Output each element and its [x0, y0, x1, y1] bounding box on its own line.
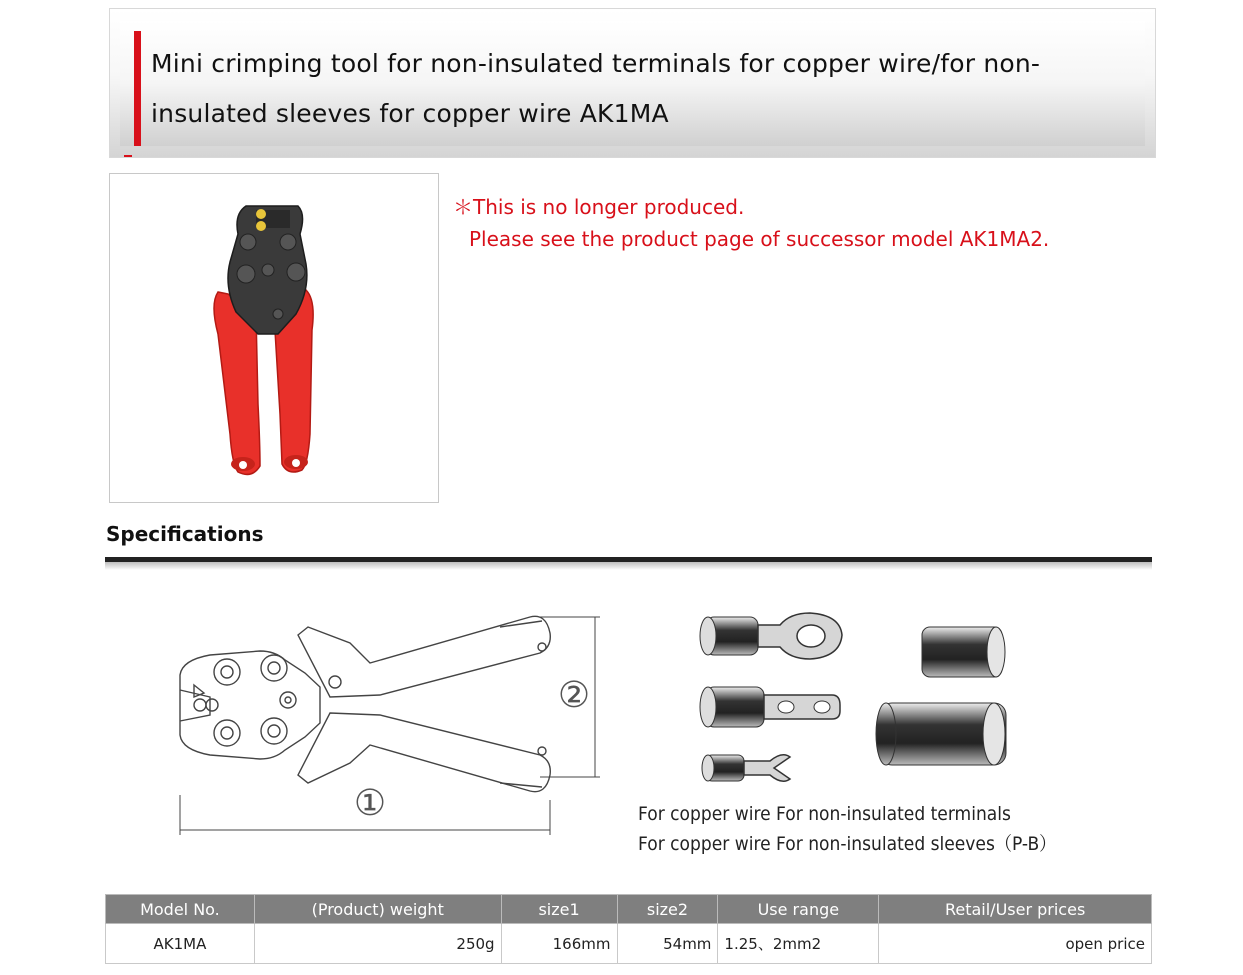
ring-terminal-icon	[700, 613, 842, 659]
cell-weight: 250g	[254, 924, 501, 964]
section-divider-shadow	[105, 562, 1152, 570]
caption-sleeves: For copper wire For non-insulated sleeves（P-B）	[638, 833, 1057, 855]
header-weight: (Product) weight	[254, 895, 501, 924]
title-underline	[124, 155, 132, 157]
crimping-tool-photo-icon	[110, 174, 438, 502]
short-sleeve-icon	[922, 627, 1005, 677]
terminals-sleeves-drawing	[690, 605, 1020, 790]
spec-table	[105, 894, 1152, 964]
cell-model-no: AK1MA	[106, 924, 255, 964]
cell-size2: 54mm	[617, 924, 718, 964]
specifications-heading: Specifications	[106, 522, 264, 546]
title-panel	[120, 21, 1145, 146]
discontinued-notice	[453, 191, 1049, 255]
page-title	[151, 39, 1111, 139]
dimension-label-1: ①	[353, 783, 387, 824]
header-size1: size1	[501, 895, 617, 924]
table-row	[106, 924, 1152, 964]
caption-terminals: For copper wire For non-insulated terminals	[638, 803, 1011, 825]
cell-use-range: 1.25、2mm2	[718, 924, 879, 964]
two-hole-terminal-icon	[700, 687, 840, 727]
page-title-line-1: Mini crimping tool for non-insulated terminals for copper wire/for non-	[151, 49, 1041, 78]
spec-table-header-row	[106, 895, 1152, 924]
page-title-line-2: insulated sleeves for copper wire AK1MA	[151, 99, 669, 128]
header-size2: size2	[617, 895, 718, 924]
notice-line-1: ＊This is no longer produced.	[453, 195, 745, 219]
title-banner	[109, 8, 1156, 158]
long-sleeve-icon	[876, 703, 1006, 765]
fork-terminal-icon	[702, 755, 790, 782]
cell-price: open price	[879, 924, 1152, 964]
cell-size1: 166mm	[501, 924, 617, 964]
tool-dimension-drawing	[170, 605, 610, 835]
title-accent-bar	[134, 31, 141, 146]
header-use-range: Use range	[718, 895, 879, 924]
successor-link-text: Please see the product page of successor model AK1MA2.	[469, 227, 1050, 251]
header-model-no: Model No.	[106, 895, 255, 924]
product-photo	[109, 173, 439, 503]
dimension-label-2: ②	[557, 675, 591, 716]
header-prices: Retail/User prices	[879, 895, 1152, 924]
